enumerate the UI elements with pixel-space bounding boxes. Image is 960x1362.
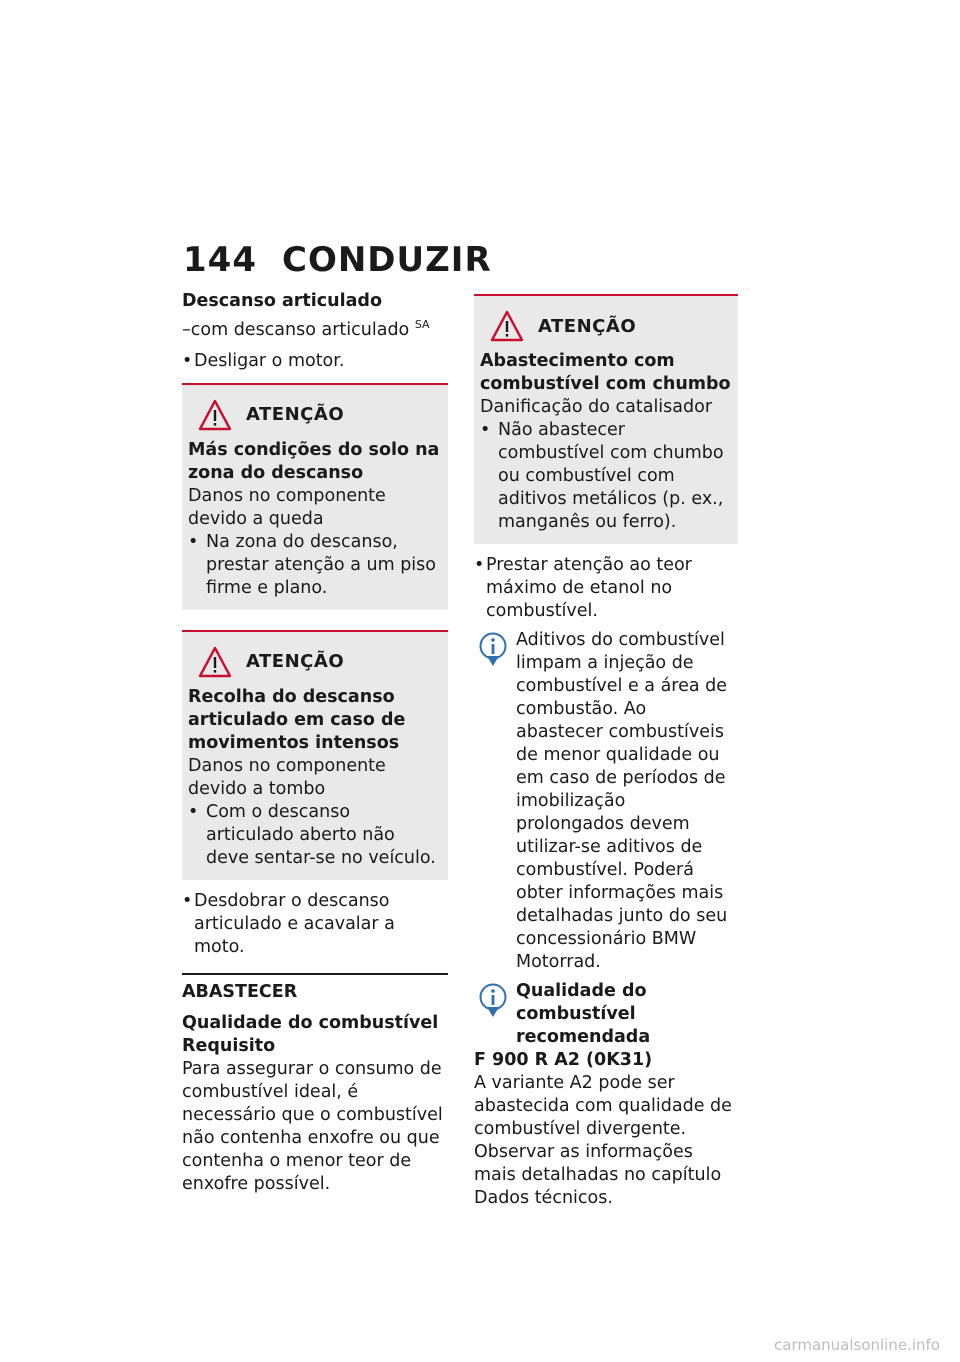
warning-title: ATENÇÃO bbox=[538, 315, 637, 337]
model-text: A variante A2 pode ser abastecida com qualidade de combustível divergente. Observar as informações mais detalhadas no capítulo Dados técnicos. bbox=[474, 1073, 732, 1208]
warning-box bbox=[182, 630, 448, 880]
left-column bbox=[182, 290, 448, 1196]
bullet-text: Desligar o motor. bbox=[194, 350, 345, 371]
sa-superscript: SA bbox=[414, 318, 430, 331]
bullet-dot: • bbox=[480, 420, 491, 440]
bullet-text: Prestar atenção ao teor máximo de etanol no combustível. bbox=[486, 555, 692, 621]
warning-item bbox=[480, 419, 732, 534]
warning-header bbox=[490, 310, 732, 342]
bullet-item bbox=[182, 350, 448, 373]
section-heading: ABASTECER bbox=[182, 973, 448, 1004]
page-number: 144 bbox=[183, 240, 257, 280]
warning-item-text: Não abastecer combustível com chumbo ou combustível com aditivos metálicos (p. ex., manganês ou ferro). bbox=[498, 420, 724, 532]
warning-triangle-icon bbox=[198, 399, 232, 431]
info-note bbox=[474, 629, 738, 974]
bullet-item bbox=[182, 890, 448, 959]
info-title: Qualidade do combustível recomendada bbox=[516, 981, 651, 1047]
watermark: carmanualsonline.info bbox=[774, 1336, 940, 1354]
warning-box bbox=[474, 294, 738, 544]
warning-consequence: Danificação do catalisador bbox=[480, 397, 713, 417]
warning-title: ATENÇÃO bbox=[246, 404, 345, 426]
warning-header bbox=[198, 399, 442, 431]
info-icon bbox=[478, 631, 508, 669]
warning-consequence: Danos no componente devido a tombo bbox=[188, 755, 386, 799]
warning-title: ATENÇÃO bbox=[246, 651, 345, 673]
descanso-sub bbox=[182, 313, 448, 342]
bullet-item bbox=[474, 554, 738, 623]
warning-item-text: Na zona do descanso, prestar atenção a um piso firme e plano. bbox=[206, 531, 436, 598]
requisito-text: Para assegurar o consumo de combustível ideal, é necessário que o combustível não contenha enxofre ou que contenha o menor teor de enxofre possível. bbox=[182, 1058, 443, 1194]
model-title: F 900 R A2 (0K31) bbox=[474, 1050, 653, 1070]
warning-headline: Más condições do solo na zona do descanso bbox=[188, 439, 440, 483]
warning-headline: Abastecimento com combustível com chumbo bbox=[480, 351, 731, 394]
bullet-dot: • bbox=[474, 555, 485, 575]
right-column bbox=[474, 294, 738, 1210]
quality-title: Qualidade do combustível bbox=[182, 1012, 439, 1033]
info-text: Aditivos do combustível limpam a injeção de combustível e a área de combustão. Ao abastecer combustíveis de menor qualidade ou em caso de períodos de imobilização prolongados devem utilizar-se aditivos de combustível. Poderá obter informações mais detalhadas junto do seu concessionário BMW Motorrad. bbox=[516, 630, 728, 972]
bullet-dot: • bbox=[182, 890, 193, 911]
warning-triangle-icon bbox=[490, 310, 524, 342]
requisito-title: Requisito bbox=[182, 1035, 276, 1056]
warning-headline: Recolha do descanso articulado em caso de movimentos intensos bbox=[188, 686, 406, 753]
warning-triangle-icon bbox=[198, 646, 232, 678]
descanso-sub-text: –com descanso articulado bbox=[182, 319, 410, 340]
bullet-text: Desdobrar o descanso articulado e acavalar a moto. bbox=[194, 890, 395, 957]
warning-box bbox=[182, 383, 448, 610]
info-note bbox=[474, 980, 738, 1049]
info-icon bbox=[478, 982, 508, 1020]
warning-item bbox=[188, 531, 442, 600]
chapter-title: CONDUZIR bbox=[282, 240, 492, 280]
bullet-dot: • bbox=[182, 350, 193, 371]
warning-item-text: Com o descanso articulado aberto não deve sentar-se no veículo. bbox=[206, 801, 436, 868]
warning-consequence: Danos no componente devido a queda bbox=[188, 485, 386, 529]
descanso-title: Descanso articulado bbox=[182, 291, 382, 311]
warning-item bbox=[188, 801, 442, 870]
bullet-dot: • bbox=[188, 531, 199, 552]
warning-header bbox=[198, 646, 442, 678]
bullet-dot: • bbox=[188, 801, 199, 822]
